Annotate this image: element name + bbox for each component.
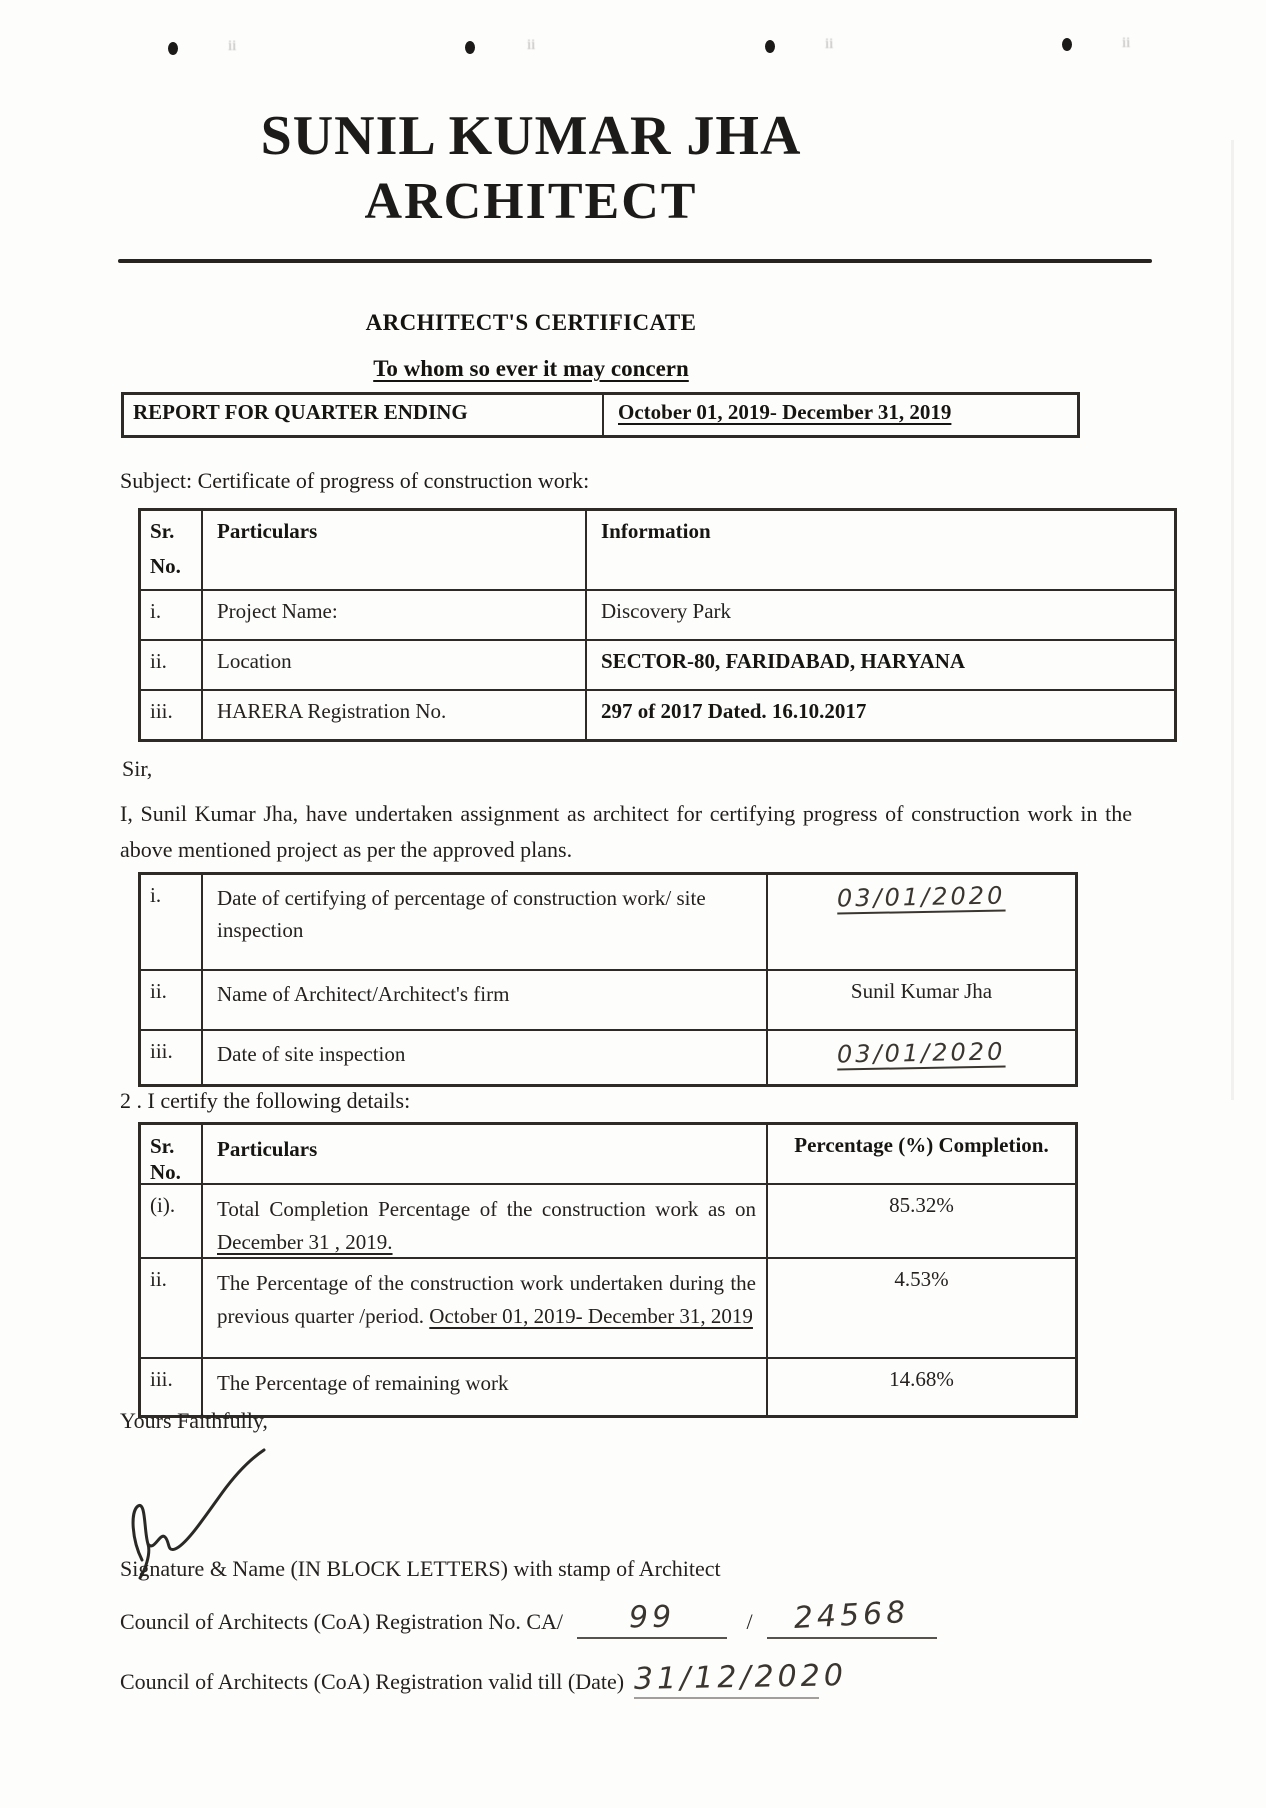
certification-table <box>138 872 1078 1087</box>
row-information: SECTOR-80, FARIDABAD, HARYANA <box>585 641 1174 689</box>
report-quarter-label: REPORT FOR QUARTER ENDING <box>133 400 468 424</box>
header-particulars: Particulars <box>201 511 585 589</box>
row-sr: i. <box>150 883 162 907</box>
row-sr: i. <box>150 599 162 623</box>
row-particulars-underlined: December 31 , 2019. <box>217 1229 393 1254</box>
table-row <box>124 395 1077 435</box>
concern-line: To whom so ever it may concern <box>373 356 689 381</box>
row-percentage: 85.32% <box>766 1185 1071 1257</box>
row-particulars: Location <box>201 641 585 689</box>
closing-salutation: Yours Faithfully, <box>120 1408 268 1433</box>
coa-reg-separator: / <box>746 1609 753 1634</box>
table-row <box>141 875 1075 969</box>
certificate-title: ARCHITECT'S CERTIFICATE <box>365 310 697 335</box>
coa-reg-blank-2 <box>767 1595 937 1639</box>
header-sr: Sr. <box>150 519 175 543</box>
header-percentage: Percentage (%) Completion. <box>766 1125 1071 1183</box>
handwritten-date: 03/01/2020 <box>837 881 1006 913</box>
certify-heading: 2 . I certify the following details: <box>120 1088 411 1113</box>
header-sr: Sr. <box>150 1134 175 1158</box>
coa-reg-blank-1 <box>577 1599 727 1639</box>
row-sr: ii. <box>150 1267 167 1291</box>
letterhead-divider <box>118 259 1152 263</box>
letterhead-profession: ARCHITECT <box>364 173 698 230</box>
scan-mark <box>1062 38 1072 51</box>
handwritten-date: 03/01/2020 <box>837 1037 1006 1069</box>
table-row <box>141 639 1174 689</box>
table-row <box>141 1257 1075 1357</box>
row-sr: ii. <box>150 979 167 1003</box>
row-particulars: Date of site inspection <box>201 1031 766 1084</box>
table-header-row <box>141 511 1174 589</box>
header-information: Information <box>585 511 1174 589</box>
handwritten-valid-date: 31/12/2020 <box>633 1658 848 1697</box>
row-particulars: Date of certifying of percentage of construction work/ site inspection <box>201 875 766 969</box>
scan-mark: ii <box>228 38 237 54</box>
coa-reg-label: Council of Architects (CoA) Registration No. CA/ <box>120 1609 563 1634</box>
letterhead-name: SUNIL KUMAR JHA <box>260 105 802 167</box>
header-particulars: Particulars <box>201 1125 766 1183</box>
table-row <box>141 1357 1075 1415</box>
row-particulars-plain: The Percentage of remaining work <box>217 1371 509 1395</box>
row-sr: iii. <box>150 699 173 723</box>
coa-valid-blank <box>633 1658 848 1699</box>
table-row <box>141 1183 1075 1257</box>
completion-details-table <box>138 1122 1078 1418</box>
coa-valid-line <box>120 1658 848 1699</box>
row-sr: (i). <box>150 1193 176 1217</box>
row-sr: iii. <box>150 1039 173 1063</box>
coa-registration-line <box>120 1595 937 1639</box>
row-percentage: 4.53% <box>766 1259 1071 1357</box>
row-information: 297 of 2017 Dated. 16.10.2017 <box>585 691 1174 739</box>
scan-mark: ii <box>527 37 536 53</box>
scan-streak <box>1231 140 1234 1100</box>
row-value: Sunil Kumar Jha <box>766 971 1071 1029</box>
table-header-row <box>141 1125 1075 1183</box>
report-quarter-table <box>121 392 1080 438</box>
row-particulars: Project Name: <box>201 591 585 639</box>
header-no: No. <box>150 1160 181 1183</box>
scan-mark: ii <box>1122 35 1131 51</box>
row-particulars-underlined: October 01, 2019- December 31, 2019 <box>429 1303 753 1328</box>
table-row <box>141 1029 1075 1084</box>
coa-valid-label: Council of Architects (CoA) Registration valid till (Date) <box>120 1669 625 1694</box>
scan-mark <box>765 40 775 53</box>
row-percentage: 14.68% <box>766 1359 1071 1415</box>
header-no: No. <box>150 554 181 578</box>
project-info-table <box>138 508 1177 742</box>
intro-paragraph: I, Sunil Kumar Jha, have undertaken assignment as architect for certifying progress of construction work in the above mentioned project as per the approved plans. <box>120 801 1132 862</box>
row-particulars: HARERA Registration No. <box>201 691 585 739</box>
signature-caption: Signature & Name (IN BLOCK LETTERS) with stamp of Architect <box>120 1556 721 1581</box>
scan-mark <box>168 42 178 55</box>
scan-mark <box>465 41 475 54</box>
table-row <box>141 689 1174 739</box>
row-particulars: Name of Architect/Architect's firm <box>201 971 766 1029</box>
row-sr: iii. <box>150 1367 173 1391</box>
table-row <box>141 969 1075 1029</box>
salutation: Sir, <box>122 756 153 781</box>
subject-line: Subject: Certificate of progress of construction work: <box>120 468 590 493</box>
handwritten-coa-number-2: 24568 <box>792 1595 910 1637</box>
row-particulars-plain: The Percentage of the construction work undertaken during the previous quarter /period. <box>217 1271 756 1328</box>
row-information: Discovery Park <box>585 591 1174 639</box>
report-quarter-value: October 01, 2019- December 31, 2019 <box>618 400 952 424</box>
row-particulars-plain: Total Completion Percentage of the construction work as on <box>217 1197 756 1221</box>
table-row <box>141 589 1174 639</box>
handwritten-coa-number-1: 99 <box>628 1599 676 1636</box>
scan-mark: ii <box>825 36 834 52</box>
row-sr: ii. <box>150 649 167 673</box>
